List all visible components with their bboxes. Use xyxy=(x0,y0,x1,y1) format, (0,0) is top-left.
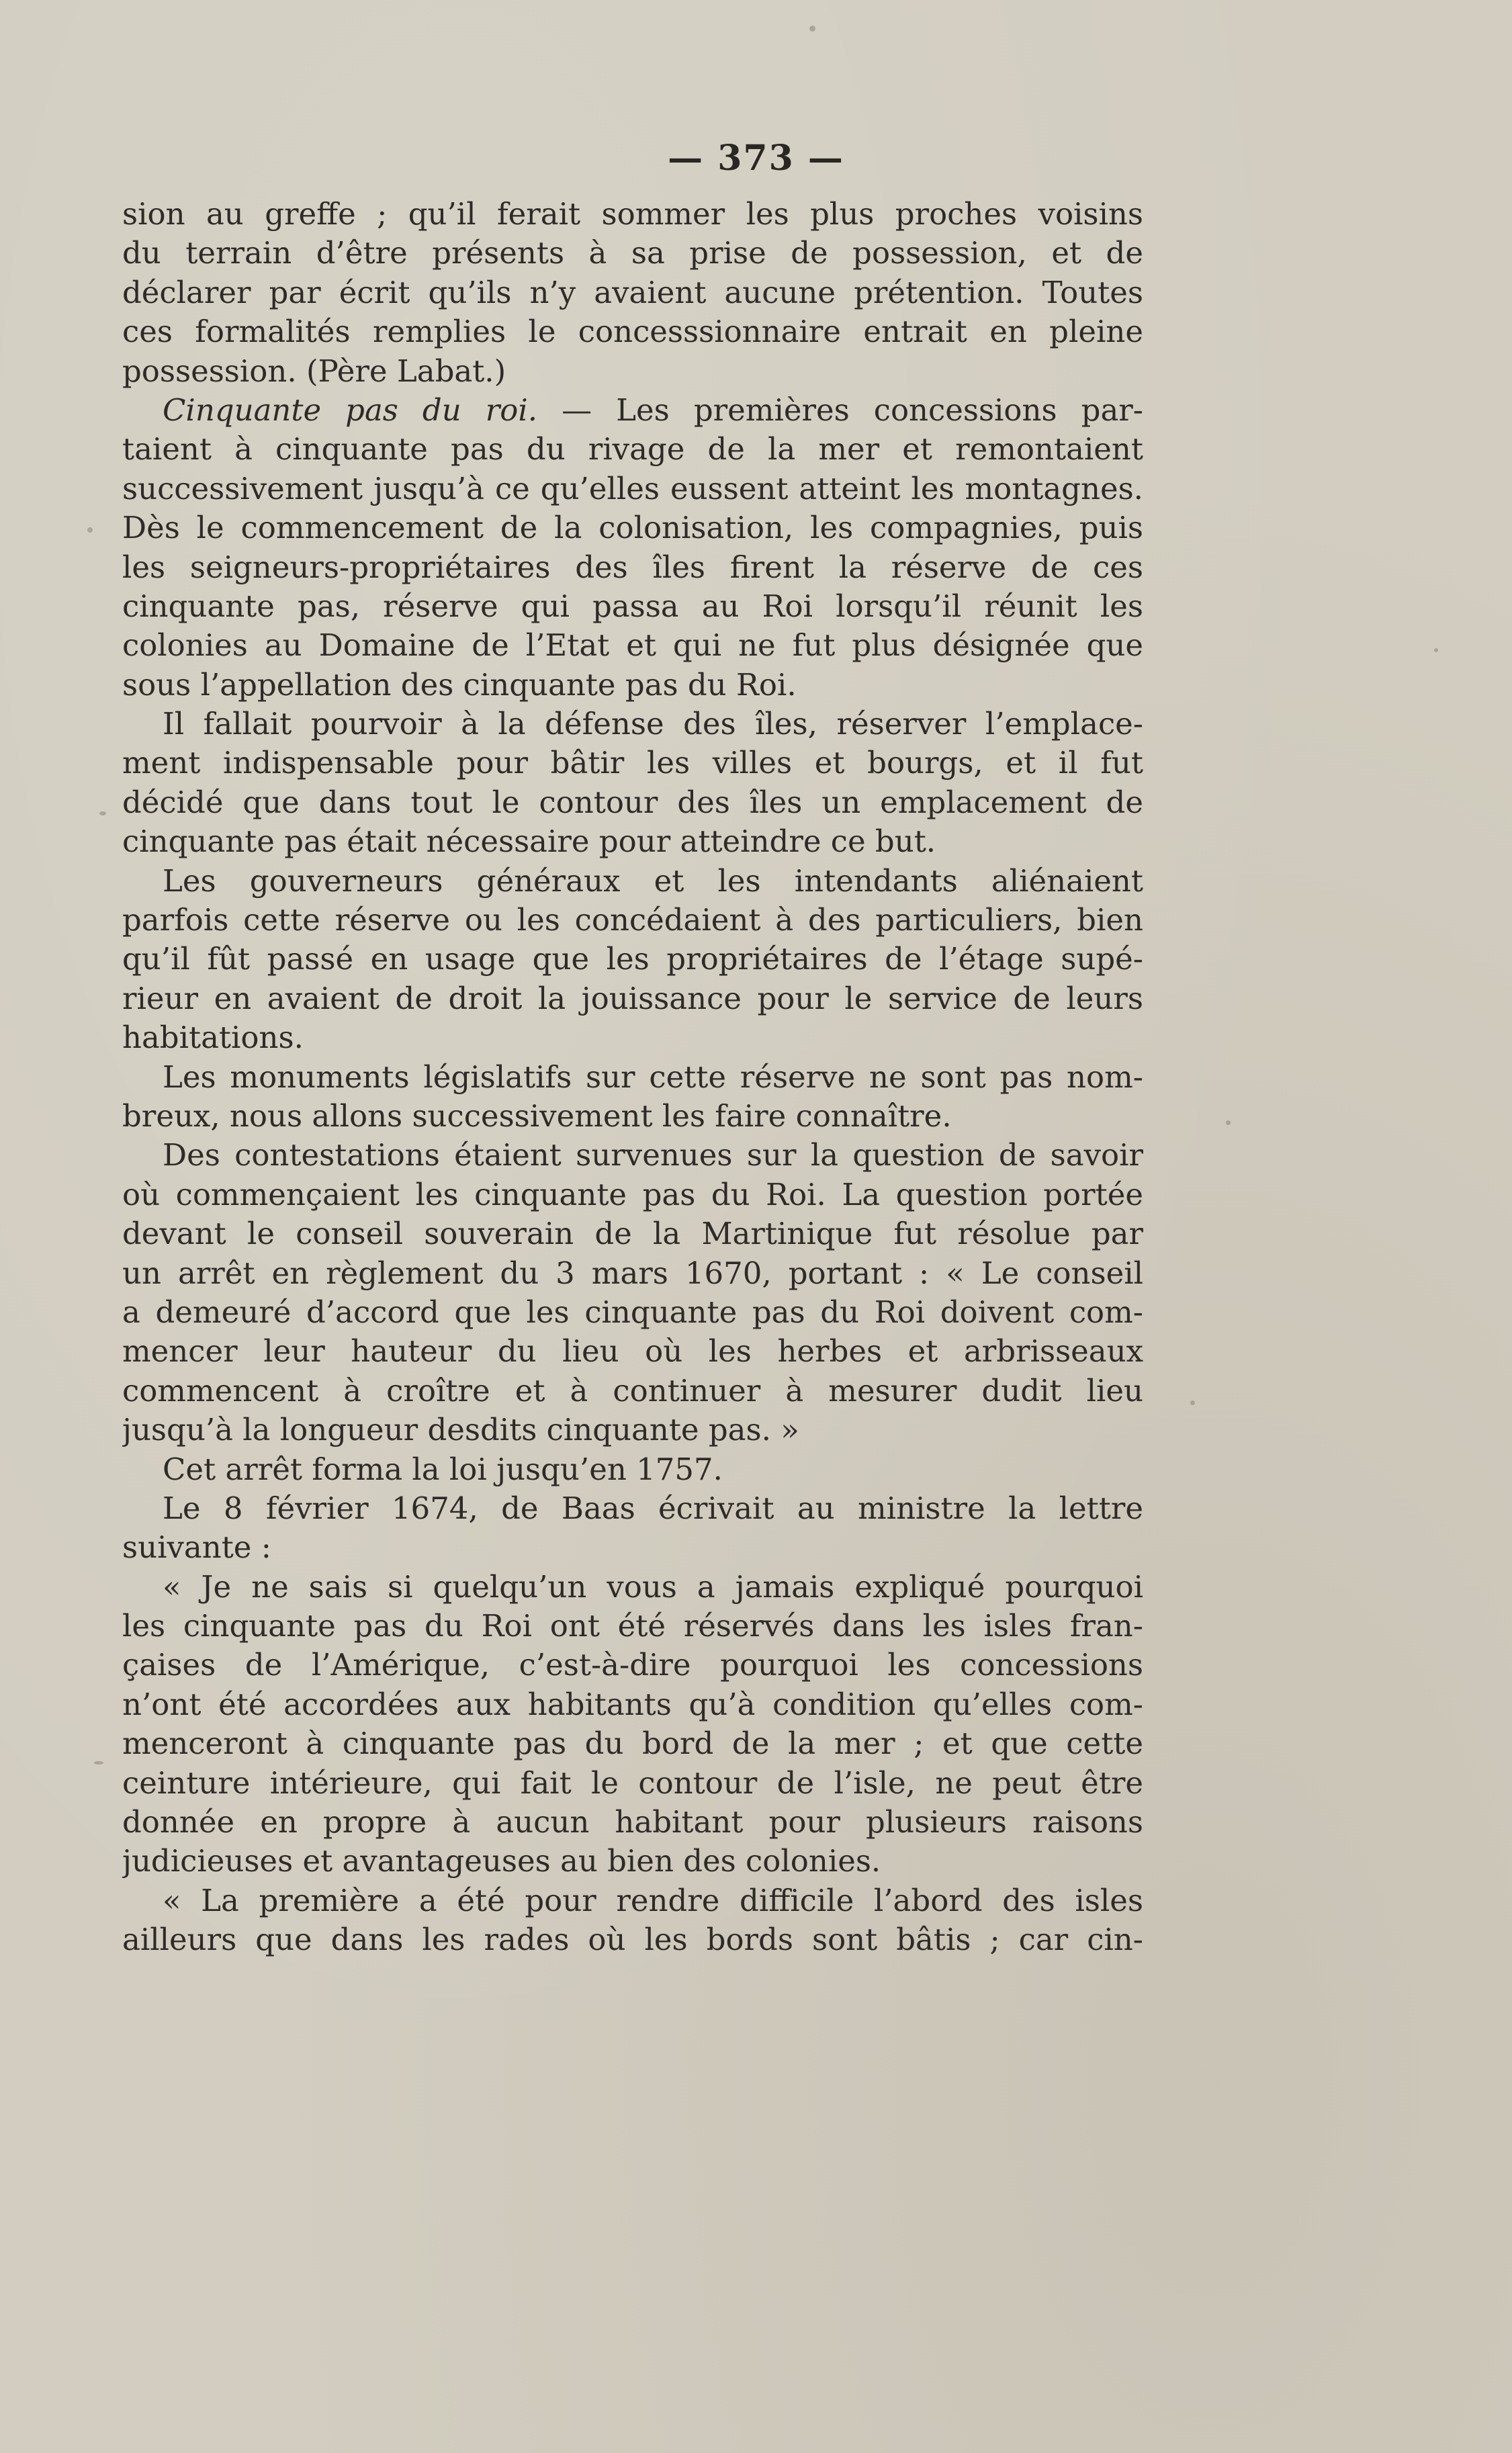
section-heading: Cinquante pas du roi. xyxy=(163,392,538,428)
paper-speck xyxy=(94,1761,103,1765)
text-line: commencent à croître et à continuer à mesurer dudit lieu xyxy=(122,1372,1143,1409)
text-line: Les monuments législatifs sur cette réserve ne sont pas nom- xyxy=(163,1059,1143,1095)
text-line: Des contestations étaient survenues sur la question de savoir xyxy=(163,1137,1143,1173)
text-line: qu’il fût passé en usage que les propriétaires de l’étage supé- xyxy=(122,941,1143,977)
text-line: jusqu’à la longueur desdits cinquante pas. » xyxy=(122,1412,799,1448)
paper-speck xyxy=(87,527,93,533)
text-line: parfois cette réserve ou les concédaient à des particuliers, bien xyxy=(122,902,1143,938)
text-line: a demeuré d’accord que les cinquante pas du Roi doivent com- xyxy=(122,1294,1143,1330)
text-line: Dès le commencement de la colonisation, les compagnies, puis xyxy=(122,510,1143,546)
text-line: colonies au Domaine de l’Etat et qui ne fut plus désignée que xyxy=(122,627,1143,664)
text-line: menceront à cinquante pas du bord de la mer ; et que cette xyxy=(122,1726,1143,1762)
text-line: ailleurs que dans les rades où les bords sont bâtis ; car cin- xyxy=(122,1922,1143,1958)
text-line: Il fallait pourvoir à la défense des îles, réserver l’emplace- xyxy=(163,706,1143,742)
text-line-rest: — Les premières concessions par- xyxy=(537,392,1143,428)
body-text xyxy=(122,195,1143,1960)
text-line: sion au greffe ; qu’il ferait sommer les plus proches voisins xyxy=(122,196,1143,232)
text-line: déclarer par écrit qu’ils n’y avaient aucune prétention. Toutes xyxy=(122,274,1143,310)
text-line: cinquante pas était nécessaire pour atteindre ce but. xyxy=(122,823,936,860)
text-line: Cet arrêt forma la loi jusqu’en 1757. xyxy=(163,1451,723,1487)
text-line: devant le conseil souverain de la Martinique fut résolue par xyxy=(122,1216,1143,1252)
text-line: successivement jusqu’à ce qu’elles eussent atteint les montagnes. xyxy=(122,470,1143,506)
text-line: taient à cinquante pas du rivage de la mer et remontaient xyxy=(122,431,1143,467)
paper-speck xyxy=(1190,1400,1195,1405)
text-line: ceinture intérieure, qui fait le contour de l’isle, ne peut être xyxy=(122,1765,1143,1801)
text-line-section-heading xyxy=(122,391,1143,430)
paper-speck xyxy=(809,26,815,32)
text-line: sous l’appellation des cinquante pas du Roi. xyxy=(122,666,797,703)
text-line: rieur en avaient de droit la jouissance pour le service de leurs xyxy=(122,980,1143,1016)
text-line: breux, nous allons successivement les faire connaître. xyxy=(122,1098,952,1134)
paper-speck xyxy=(1434,648,1438,652)
text-line: où commençaient les cinquante pas du Roi. La question portée xyxy=(122,1176,1143,1212)
text-line: ces formalités remplies le concesssionnaire entrait en pleine xyxy=(122,314,1143,350)
text-line: Le 8 février 1674, de Baas écrivait au ministre la lettre xyxy=(163,1490,1143,1526)
text-line: « La première a été pour rendre difficile l’abord des isles xyxy=(163,1882,1143,1918)
text-line: çaises de l’Amérique, c’est-à-dire pourquoi les concessions xyxy=(122,1647,1143,1683)
text-line: habitations. xyxy=(122,1020,304,1056)
paper-speck xyxy=(1226,1120,1231,1125)
paper-speck xyxy=(99,811,106,815)
text-line: Les gouverneurs généraux et les intendants aliénaient xyxy=(163,862,1143,899)
text-line: judicieuses et avantageuses au bien des colonies. xyxy=(122,1843,881,1879)
text-line: suivante : xyxy=(122,1529,271,1566)
text-line: du terrain d’être présents à sa prise de possession, et de xyxy=(122,235,1143,271)
page-number: — 373 — xyxy=(668,138,844,179)
text-line: mencer leur hauteur du lieu où les herbes et arbrisseaux xyxy=(122,1333,1143,1370)
text-line: les seigneurs-propriétaires des îles firent la réserve de ces xyxy=(122,549,1143,585)
text-line: donnée en propre à aucun habitant pour plusieurs raisons xyxy=(122,1804,1143,1840)
text-line: ment indispensable pour bâtir les villes et bourgs, et il fut xyxy=(122,745,1143,781)
text-line: « Je ne sais si quelqu’un vous a jamais expliqué pourquoi xyxy=(163,1568,1143,1605)
text-line: n’ont été accordées aux habitants qu’à condition qu’elles com- xyxy=(122,1686,1143,1722)
text-line: les cinquante pas du Roi ont été réservés dans les isles fran- xyxy=(122,1608,1143,1644)
text-line: un arrêt en règlement du 3 mars 1670, portant : « Le conseil xyxy=(122,1255,1143,1291)
text-line: décidé que dans tout le contour des îles un emplacement de xyxy=(122,784,1143,820)
text-line: cinquante pas, réserve qui passa au Roi lorsqu’il réunit les xyxy=(122,588,1143,624)
text-line: possession. (Père Labat.) xyxy=(122,353,506,389)
